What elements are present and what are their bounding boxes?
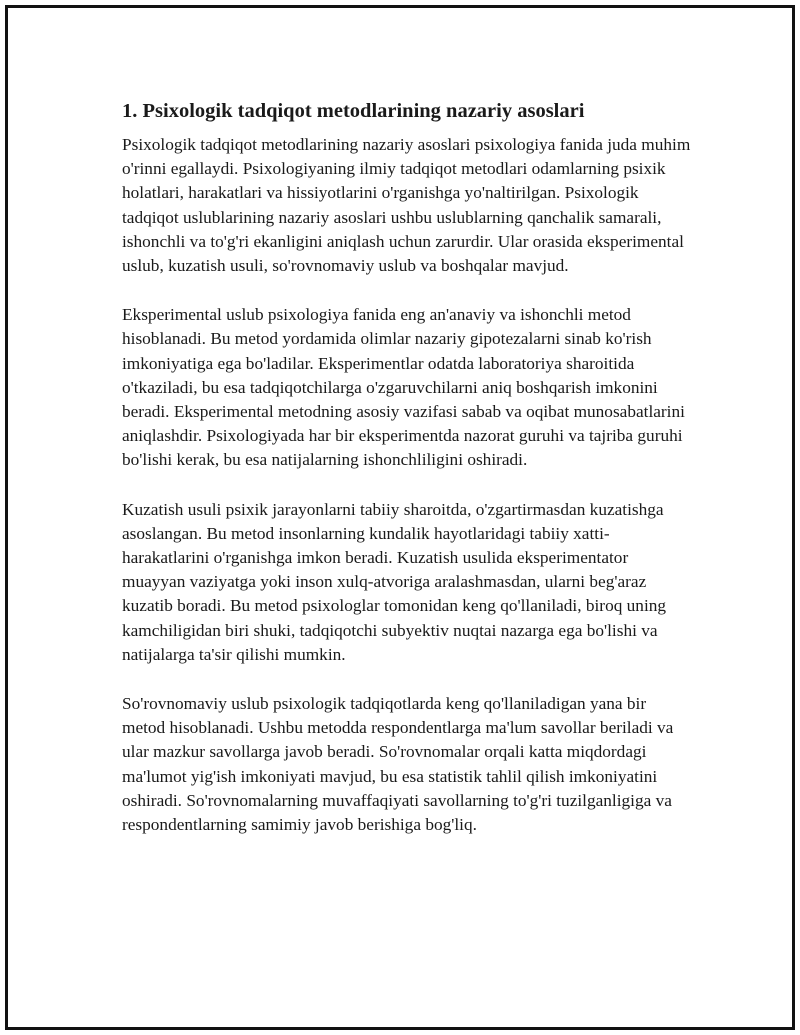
document-body — [122, 98, 692, 862]
paragraph-experimental-method: Eksperimental uslub psixologiya fanida eng an'anaviy va ishonchli metod hisoblanadi. Bu metod yordamida olimlar nazariy gipotezalarni sinab ko'rish imkoniyatiga ega bo'ladilar. Eksperimentlar odatda laboratoriya sharoitida o'tkaziladi, bu esa tadqiqotchilarga o'zgaruvchilarni aniq boshqarish imkonini beradi. Eksperimental metodning asosiy vazifasi sabab va oqibat munosabatlarini aniqlashdir. Psixologiyada har bir eksperimentda nazorat guruhi va tajriba guruhi bo'lishi kerak, bu esa natijalarning ishonchliligini oshiradi. — [122, 305, 685, 470]
paragraph-intro: Psixologik tadqiqot metodlarining nazariy asoslari psixologiya fanida juda muhim o'rinni egallaydi. Psixologiyaning ilmiy tadqiqot metodlari odamlarning psixik holatlari, harakatlari va hissiyotlarini o'rganishga yo'naltirilgan. Psixologik tadqiqot uslublarining nazariy asoslari ushbu uslublarning qanchalik samarali, ishonchli va to'g'ri ekanligini aniqlash uchun zarurdir. Ular orasida eksperimental uslub, kuzatish usuli, so'rovnomaviy uslub va boshqalar mavjud. — [122, 135, 691, 276]
page-frame — [5, 5, 795, 1030]
document-title: 1. Psixologik tadqiqot metodlarining nazariy asoslari — [122, 100, 585, 122]
paragraph-survey-method: So'rovnomaviy uslub psixologik tadqiqotlarda keng qo'llaniladigan yana bir metod hisoblanadi. Ushbu metodda respondentlarga ma'lum savollar beriladi va ular mazkur savollarga javob beradi. So'rovnomalar orqali katta miqdordagi ma'lumot yig'ish imkoniyati mavjud, bu esa statistik tahlil qilish imkoniyatini oshiradi. So'rovnomalarning muvaffaqiyati savollarning to'g'ri tuzilganligiga va respondentlarning samimiy javob berishiga bog'liq. — [122, 694, 674, 835]
paragraph-observation-method: Kuzatish usuli psixik jarayonlarni tabiiy sharoitda, o'zgartirmasdan kuzatishga asoslangan. Bu metod insonlarning kundalik hayotlaridagi tabiiy xatti-harakatlarini o'rganishga imkon beradi. Kuzatish usulida eksperimentator muayyan vaziyatga yoki inson xulq-atvoriga aralashmasdan, ularni beg'araz kuzatib boradi. Bu metod psixologlar tomonidan keng qo'llaniladi, biroq uning kamchiligidan biri shuki, tadqiqotchi subyektiv nuqtai nazarga ega bo'lishi va natijalarga ta'sir qilishi mumkin. — [122, 499, 667, 664]
